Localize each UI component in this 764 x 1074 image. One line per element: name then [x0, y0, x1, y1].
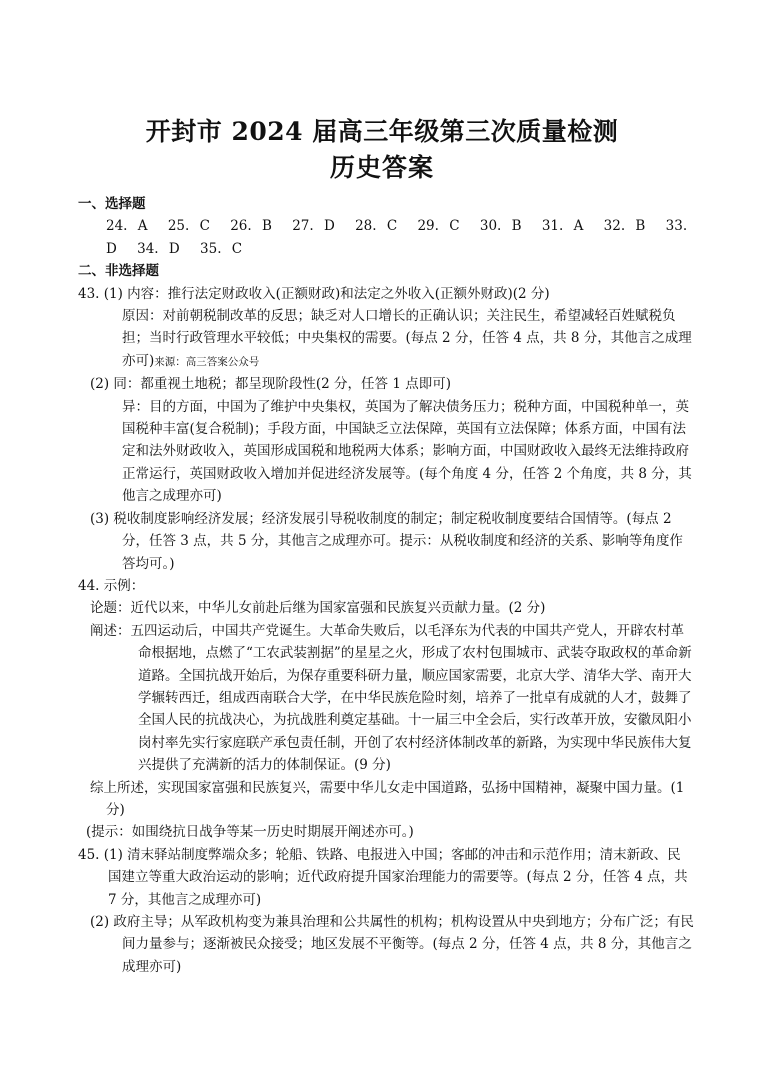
q43-part2-difference: 异：目的方面，中国为了维护中央集权，英国为了解决债务压力；税种方面，中国税种单一，英国税种丰富(复合税制)；手段方面，中国缺乏立法保障，英国有立法保障；体系方面，中国有法定和法外财政收入，英国形成国税和地税两大体系；影响方面，中国财政收入最终无法维持政府正常运行，英国财政收入增加并促进经济发展等。(每个角度 4 分，任答 2 个角度，共 8 分，其他言之成理亦可): [122, 398, 692, 505]
choice-answer: 34. D: [137, 240, 180, 257]
choice-answer: 24. A: [106, 218, 148, 235]
q45-part1: 45. (1) 清末驿站制度弊端众多；轮船、铁路、电报进入中国；客邮的冲击和示范作用；清末新政、民国建立等重大政治运动的影响；近代政府提升国家治理能力的需要等。(每点 2 分，任答 4 点，共 7 分，其他言之成理亦可): [78, 846, 688, 908]
q43-part1-reasons: [78, 305, 694, 373]
q43-part2-similarity: (2) 同：都重视土地税；都呈现阶段性(2 分，任答 1 点即可): [90, 376, 451, 393]
answer-content: [78, 193, 694, 978]
choice-answer: 33. D: [106, 218, 688, 257]
q43-part3: (3) 税收制度影响经济发展；经济发展引导税收制度的制定；制定税收制度要结合国情等。(每点 2 分，任答 3 点，共 5 分，其他言之成理亦可。提示：从税收制度和经济的关系、影响等角度作答均可。): [90, 510, 683, 572]
q45-part2: (2) 政府主导；从军政机构变为兼具治理和公共属性的机构；机构设置从中央到地方；分布广泛；有民间力量参与；逐渐被民众接受；地区发展不平衡等。(每点 2 分，任答 4 点，共 8 分，其他言之成理亦可): [90, 914, 694, 975]
q44-hint: (提示：如围绕抗日战争等某一历史时期展开阐述亦可。): [86, 824, 414, 841]
section-heading-choice: 一、选择题: [78, 196, 146, 212]
choice-answer: 31. A: [541, 218, 584, 235]
section-heading-nonchoice: 二、非选择题: [78, 263, 159, 280]
choice-answer: 29. C: [417, 218, 460, 235]
q43-part1-content: 43. (1) 内容：推行法定财政收入(正额财政)和法定之外收入(正额外财政)(2 分): [78, 285, 550, 302]
document-subtitle: 历史答案: [329, 153, 434, 182]
document-title: 开封市 2024 届高三年级第三次质量检测: [145, 117, 619, 146]
source-note: 来源：高三答案公众号: [154, 355, 260, 368]
choice-answer: 27. D: [292, 218, 335, 235]
q44-thesis: 论题：近代以来，中华儿女前赴后继为国家富强和民族复兴贡献力量。(2 分): [90, 600, 546, 617]
choice-answer: 32. B: [603, 218, 646, 235]
q44-argument: 阐述：五四运动后，中国共产党诞生。大革命失败后，以毛泽东为代表的中国共产党人，开辟农村革命根据地，点燃了“工农武装割据”的星星之火，形成了农村包围城市、武装夺取政权的革命新道路。全国抗战开始后，为保存重要科研力量，顺应国家需要，北京大学、清华大学、南开大学辗转西迁，组成西南联合大学，在中华民族危险时刻，培养了一批卓有成就的人才，鼓舞了全国人民的抗战决心，为抗战胜利奠定基础。十一届三中全会后，实行改革开放，安徽凤阳小岗村率先实行家庭联产承包责任制，开创了农村经济体制改革的新路，为实现中华民族伟大复兴提供了充满新的活力的体制保证。(9 分): [90, 622, 692, 774]
choice-answer: 25. C: [167, 218, 210, 235]
q44-conclusion: 综上所述，实现国家富强和民族复兴，需要中华儿女走中国道路，弘扬中国精神，凝聚中国力量。(1 分): [90, 779, 685, 818]
choice-answers-row: [78, 215, 694, 260]
choice-answer: 26. B: [230, 218, 272, 235]
q44-heading: 44. 示例：: [78, 577, 145, 594]
q43-part1-reasons-text: 原因：对前朝税制改革的反思；缺乏对人口增长的正确认识；关注民生，希望减轻百姓赋税负担；当时行政管理水平较低；中央集权的需要。(每点 2 分，任答 4 点，共 8 分，其他言之成理亦可): [122, 308, 692, 369]
choice-answer: 30. B: [479, 218, 522, 235]
choice-answer: 35. C: [200, 240, 243, 257]
choice-answer: 28. C: [355, 218, 398, 235]
